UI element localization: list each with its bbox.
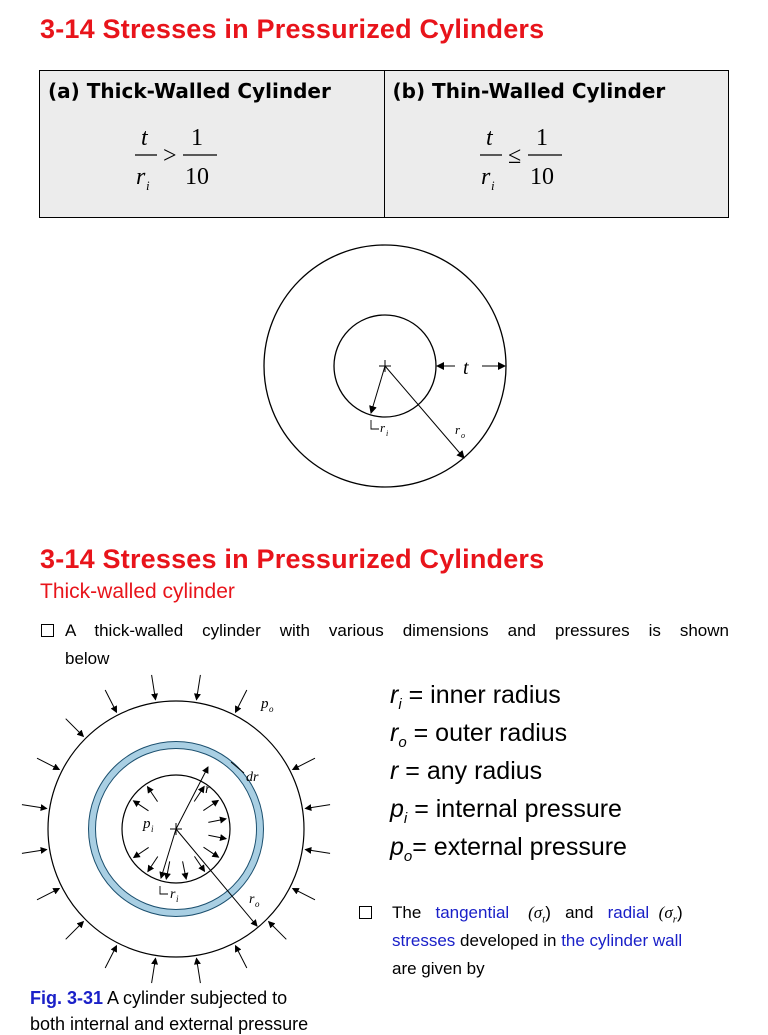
external-pressure-arrow xyxy=(22,849,47,853)
comparison-table xyxy=(39,70,729,218)
ro-label-2: r xyxy=(249,892,255,907)
bullet2-line3: are given by xyxy=(392,959,485,978)
any-radius-arrow xyxy=(176,767,208,829)
external-pressure-arrow xyxy=(293,758,315,769)
bullet2-line1: The tangential $(\sigma_t)$ and radial $(\sigma_r)$ xyxy=(392,903,683,926)
inner-radius-label: r xyxy=(380,420,386,435)
external-pressure-arrow xyxy=(37,758,59,769)
svg-text:i: i xyxy=(386,429,389,438)
external-pressure-arrow xyxy=(293,888,315,899)
svg-text:10: 10 xyxy=(529,164,554,190)
thin-criterion-formula xyxy=(480,121,570,201)
external-pressure-arrow xyxy=(37,888,59,899)
external-pressure-arrow xyxy=(196,675,200,700)
external-pressure-arrow xyxy=(22,805,47,809)
r-label: r xyxy=(205,782,211,797)
cylinder-cross-section-diagram xyxy=(250,235,520,500)
outer-radius-arrow xyxy=(385,366,464,458)
dr-label: dr xyxy=(246,770,259,785)
bullet1-line2: below xyxy=(65,649,110,668)
svg-text:t: t xyxy=(141,125,148,151)
svg-text:>: > xyxy=(163,143,177,169)
external-pressure-arrow xyxy=(152,958,156,983)
po-label: p xyxy=(261,696,269,712)
thin-walled-cell xyxy=(384,71,729,218)
bullet1-line1: A thick-walled cylinder with various dimensions and pressures is shown xyxy=(65,621,729,640)
internal-pressure-arrow xyxy=(147,787,157,802)
thin-walled-heading: (b) Thin-Walled Cylinder xyxy=(392,79,666,103)
svg-text:i: i xyxy=(176,894,179,904)
bullet-checkbox-icon-2 xyxy=(359,906,372,919)
internal-pressure-arrow xyxy=(203,800,218,810)
thickness-label: t xyxy=(463,357,469,379)
svg-text:i: i xyxy=(151,824,154,834)
pi-label: p xyxy=(143,816,151,832)
ri-label-2: r xyxy=(170,887,176,902)
internal-pressure-arrow xyxy=(166,861,169,879)
inner-radius-arrow-2 xyxy=(161,829,176,878)
external-pressure-arrow xyxy=(66,719,84,737)
inner-radius-arrow xyxy=(371,366,385,413)
slide2-subtitle: Thick-walled cylinder xyxy=(40,580,235,603)
symbol-definitions xyxy=(390,676,627,866)
internal-pressure-arrow xyxy=(148,857,158,872)
external-pressure-arrow xyxy=(105,690,116,712)
svg-text:t: t xyxy=(485,125,493,151)
external-pressure-arrow xyxy=(152,675,156,700)
figure-caption-line2: both internal and external pressure xyxy=(30,1014,309,1034)
internal-pressure-arrow xyxy=(194,786,204,801)
bullet2-line2: stresses developed in the cylinder wall xyxy=(392,931,683,950)
definition-ri: $r_i$ = inner radius xyxy=(390,681,561,713)
external-pressure-arrow xyxy=(235,946,246,968)
definition-r: r = any radius xyxy=(390,757,543,785)
svg-text:≤: ≤ xyxy=(507,143,521,169)
external-pressure-arrow xyxy=(66,922,84,940)
slide1-title: 3-14 Stresses in Pressurized Cylinders xyxy=(40,14,545,44)
svg-text:i: i xyxy=(146,178,150,193)
svg-text:o: o xyxy=(461,431,465,440)
thick-cylinder-pressure-diagram xyxy=(18,672,340,988)
definition-ro: $r_o$ = outer radius xyxy=(390,719,568,751)
external-pressure-arrow xyxy=(105,946,116,968)
svg-text:i: i xyxy=(490,178,495,193)
svg-text:1: 1 xyxy=(535,125,548,151)
external-pressure-arrow xyxy=(196,958,200,983)
internal-pressure-arrow xyxy=(134,847,149,857)
internal-pressure-arrow xyxy=(208,835,226,838)
internal-pressure-arrow xyxy=(194,856,204,871)
external-pressure-arrow xyxy=(235,690,246,712)
svg-text:r: r xyxy=(136,164,146,190)
thick-walled-cell xyxy=(40,71,385,218)
external-pressure-arrow xyxy=(305,849,330,853)
figure-caption: Fig. 3-31 A cylinder subjected to xyxy=(30,988,288,1008)
slide2-title: 3-14 Stresses in Pressurized Cylinders xyxy=(40,544,545,574)
internal-pressure-arrow xyxy=(183,861,187,879)
thick-walled-heading: (a) Thick-Walled Cylinder xyxy=(48,79,331,103)
internal-pressure-arrow xyxy=(208,819,226,823)
svg-text:o: o xyxy=(269,704,274,714)
definition-pi: $p_i$ = internal pressure xyxy=(390,795,622,827)
thick-criterion-formula xyxy=(135,121,225,201)
external-pressure-arrow xyxy=(269,922,287,940)
svg-text:1: 1 xyxy=(191,125,203,151)
internal-pressure-arrow xyxy=(204,847,219,857)
outer-radius-label: r xyxy=(455,422,461,437)
svg-text:o: o xyxy=(255,899,260,909)
definition-po: $p_o=$ external pressure xyxy=(390,833,627,865)
bullet-checkbox-icon xyxy=(41,624,54,637)
svg-text:r: r xyxy=(480,164,490,190)
external-pressure-arrow xyxy=(305,805,330,809)
svg-text:10: 10 xyxy=(185,164,209,190)
internal-pressure-arrow xyxy=(133,801,148,811)
